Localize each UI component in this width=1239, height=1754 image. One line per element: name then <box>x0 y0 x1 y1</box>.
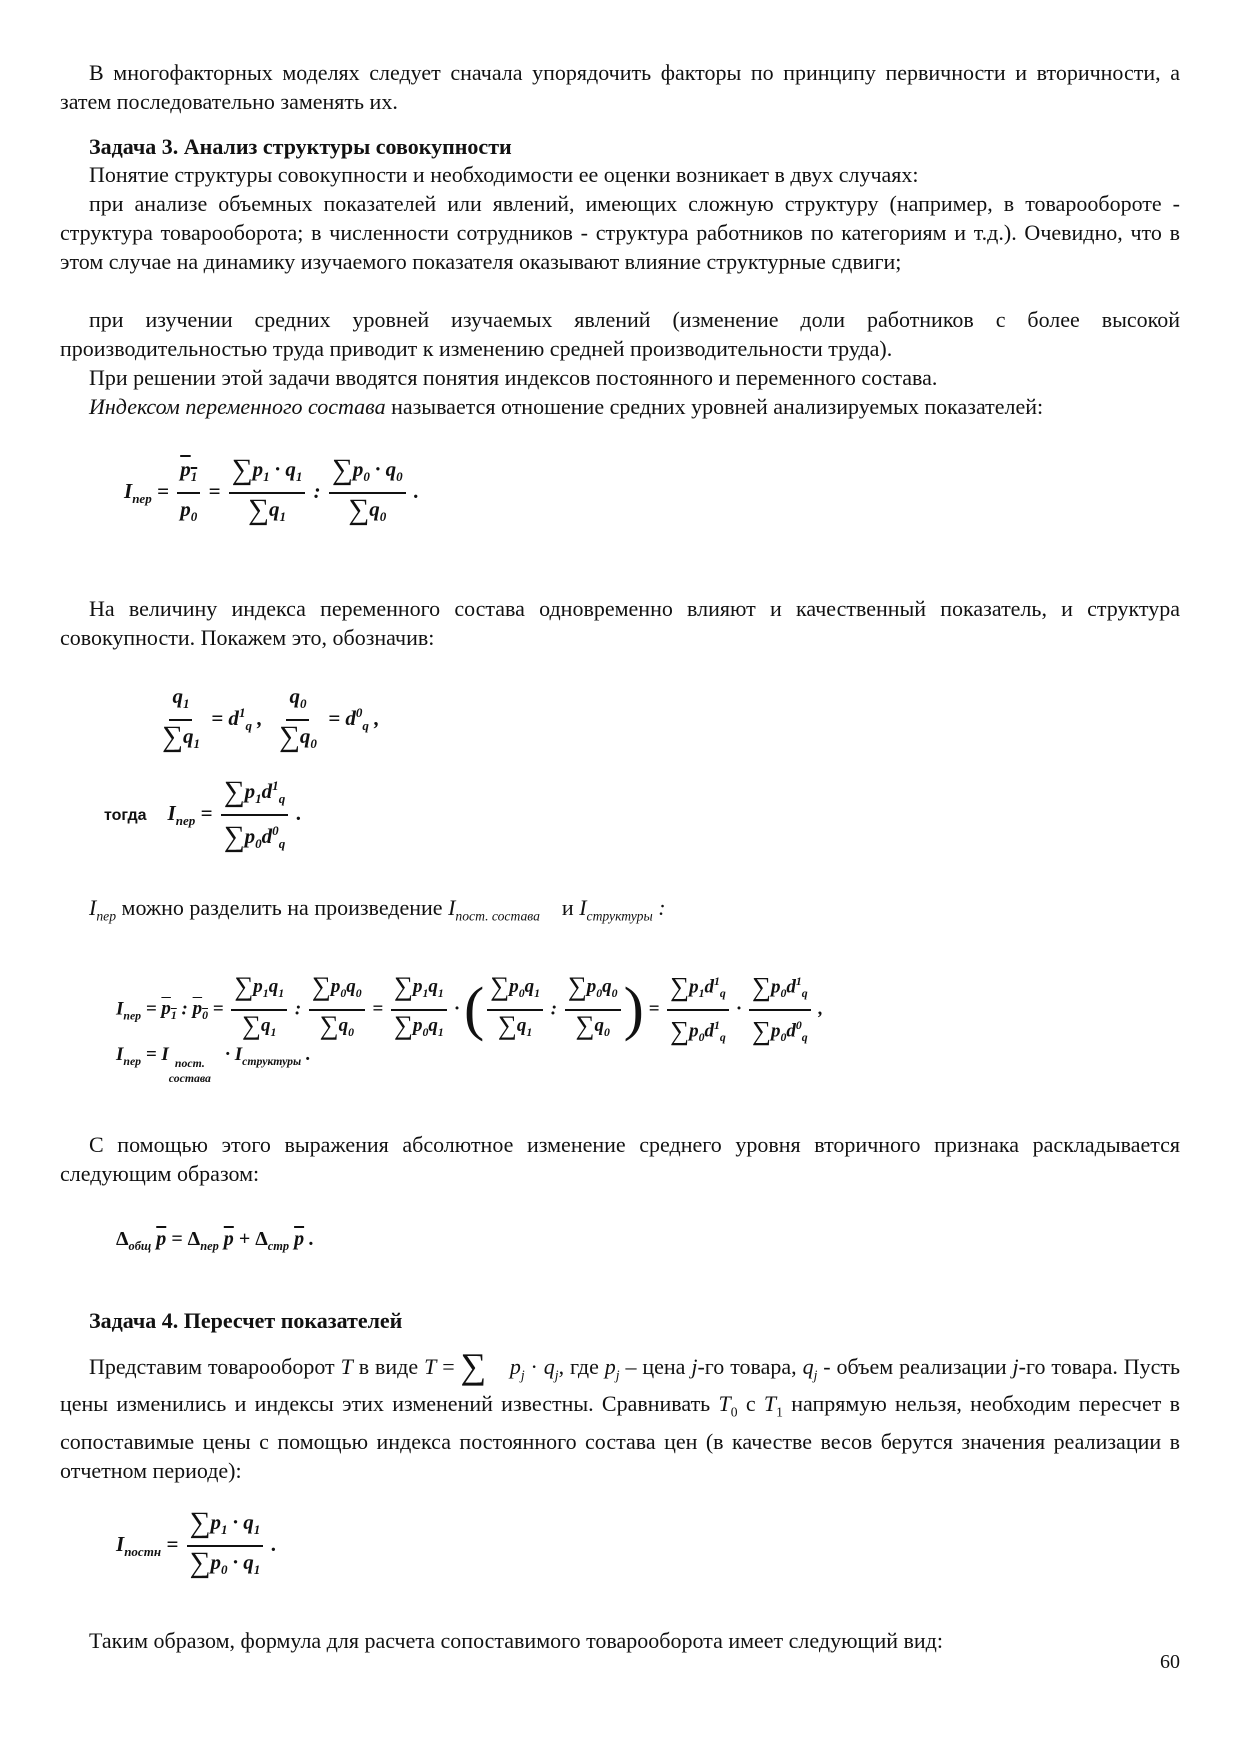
paragraph-index-concepts: При решении этой задачи вводятся понятия индексов постоянного и переменного состава. <box>89 365 938 390</box>
task4-heading: Задача 4. Пересчет показателей <box>89 1308 403 1333</box>
formula-variable-index-shares: тогда $I_{пер}$ = $\frac{\sum p_1d^1_q}{\sum p_0d^0_q}$ . <box>104 772 302 858</box>
formula-variable-index: $I_{пер}$ = $\frac{p_1}{p_0}$ = $\frac{\sum p_1 \cdot q_1}{\sum q_1}$ : $\frac{\sum p_0 \cdot q_0}{\sum q_0}$ . <box>124 454 420 527</box>
formula-index-product: $I_{пер} = I$ пост. состава · $I_{структуры}$ . <box>116 1044 311 1085</box>
task3-heading: Задача 3. Анализ структуры совокупности <box>89 134 512 159</box>
page-number: 60 <box>1160 1651 1180 1673</box>
paragraph-structure-intro: Понятие структуры совокупности и необходимости ее оценки возникает в двух случаях: <box>89 162 919 187</box>
paragraph-variable-index-def: Индексом переменного состава называется отношение средних уровней анализируемых показателей: <box>89 394 1044 419</box>
formula-constant-index: $I_{постн}$ = $\frac{\sum p_1 \cdot q_1}{\sum p_0 \cdot q_1}$ . <box>116 1507 277 1580</box>
paragraph-turnover-recalc: Представим товарооборот T в виде T = ∑ $p_j \cdot q_j$, где $p_j$ – цена j-го товара, $q_j$ - объем реализации j-го товара. Пусть цены изменились и индексы этих изменений известны. Сравнивать $T_0$ с $T_1$ напрямую нельзя, необходим пересчет в сопоставимые цены с помощью индекса постоянного состава цен (в качестве весов берутся значения реализации в отчетном периоде): <box>60 1346 1181 1483</box>
paragraph-volume-indicators: при анализе объемных показателей или явлений, имеющих сложную структуру (например, в товарообороте - структура товарооборота; в численности сотрудников - структура работников по категориям и т.д.). Очевидно, что в этом случае на динамику изучаемого показателя оказывают влияние структурные сдвиги; <box>60 191 1180 274</box>
paragraph-index-product: $I_{пер}$ можно разделить на произведение $I_{пост. состава}$ и $I_{структуры}$ : <box>89 895 666 924</box>
paragraph-variable-index-influence: На величину индекса переменного состава одновременно влияют и качественный показатель, и структура совокупности. Покажем это, обозначив: <box>60 596 1180 650</box>
formula-absolute-decomposition: $\Delta_{общ}$ $\overline{p} = \Delta_{пер}$ $\overline{p} + \Delta_{стр}$ $\overline{p}$ . <box>116 1228 315 1253</box>
paragraph-comparable-turnover: Таким образом, формула для расчета сопоставимого товарооборота имеет следующий вид: <box>89 1628 943 1653</box>
formula-structure-shares: $\frac{q_1}{\sum q_1}$ = $d^1_q$ , $\frac{q_0}{\sum q_0}$ = $d^0_q$ , <box>162 684 380 754</box>
formula-index-decomposition: $I_{пер} = p_1$ : $p_0$ = $\frac{\sum p_1q_1}{\sum q_1}$ : $\frac{\sum p_0q_0}{\sum q_0}$ = $\frac{\sum p_1q_1}{\sum p_0q_1}$ · ( $\frac{\sum p_0q_1}{\sum q_1}$ : $\frac{\sum p_0q_0}{\sum q_0}$ ) = $\frac{\sum p_1d^1_q}{\sum p_0d^1_q}$ · $\frac{\sum p_0d^1_q}{\sum p_0d^0_q}$ , <box>116 968 823 1052</box>
paragraph-absolute-change: С помощью этого выражения абсолютное изменение среднего уровня вторичного признака раскладывается следующим образом: <box>60 1132 1180 1186</box>
variable-index-term: Индексом переменного состава <box>89 394 386 419</box>
paragraph-average-levels: при изучении средних уровней изучаемых явлений (изменение доли работников с более высокой производительностью труда приводит к изменению средней производительности труда). <box>60 307 1180 361</box>
paragraph-factor-models: В многофакторных моделях следует сначала упорядочить факторы по принципу первичности и вторичности, а затем последовательно заменять их. <box>60 60 1180 114</box>
